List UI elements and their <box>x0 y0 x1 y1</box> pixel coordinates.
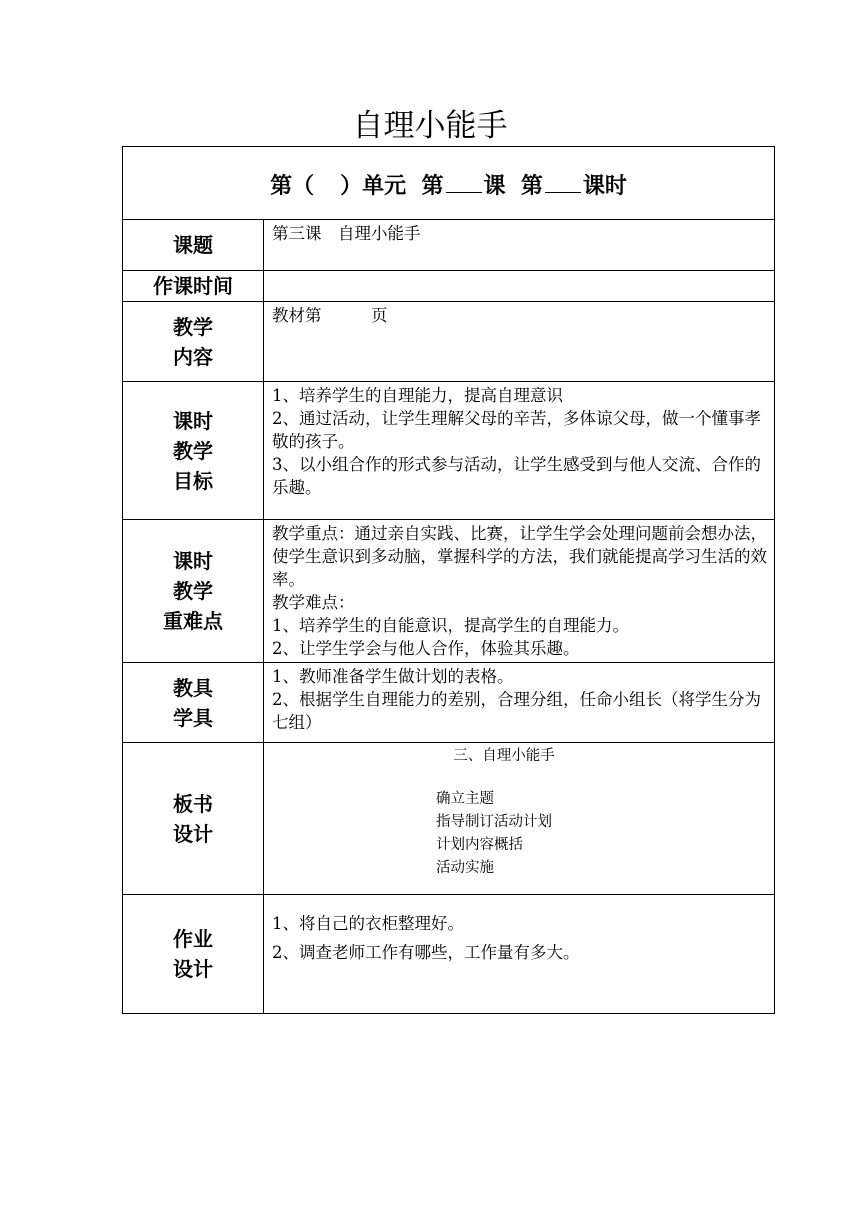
header-row <box>123 147 775 220</box>
key-points-label <box>123 520 264 663</box>
tools-label <box>123 663 264 743</box>
board-label <box>123 743 264 895</box>
content-label <box>123 302 264 382</box>
board-item: 活动实施 <box>436 860 494 876</box>
difficulty-title: 教学难点： <box>272 593 355 612</box>
board-items <box>436 788 774 880</box>
lesson-plan-table <box>122 146 775 1014</box>
board-item: 指导制订活动计划 <box>436 814 552 830</box>
goal-item: 2、通过活动，让学生理解父母的辛苦，多体谅父母，做一个懂事孝敬的孩子。 <box>272 409 761 451</box>
period-blank <box>545 170 581 193</box>
topic-row <box>123 220 775 271</box>
document-title: 自理小能手 <box>352 108 508 144</box>
tool-item: 2、根据学生自理能力的差别，合理分组，任命小组长（将学生分为七组） <box>272 690 761 732</box>
content-label-line1: 教学 <box>173 314 213 339</box>
topic-label: 课题 <box>123 220 264 271</box>
header-unit-close: ）单元 <box>340 173 407 199</box>
teaching-focus: 教学重点：通过亲自实践、比赛，让学生学会处理问题前会想办法，使学生意识到多动脑，掌握科学的方法，我们就能提高学习生活的效率。 <box>272 524 767 589</box>
tools-label-line2: 学具 <box>173 705 213 730</box>
homework-label-line2: 设计 <box>173 957 213 981</box>
homework-label-line1: 作业 <box>173 927 213 951</box>
content-value: 教材第 页 <box>264 302 775 382</box>
board-row <box>123 743 775 895</box>
key-points-row <box>123 520 775 663</box>
header-unit-open: 第（ <box>270 173 315 199</box>
difficulty-item: 2、让学生学会与他人合作，体验其乐趣。 <box>272 639 580 658</box>
key-points-label-line2: 教学 <box>173 579 213 603</box>
tools-row <box>123 663 775 743</box>
key-points-label-line3: 重难点 <box>163 609 223 633</box>
homework-label <box>123 895 264 1014</box>
board-content <box>264 743 775 895</box>
time-row <box>123 271 775 302</box>
goals-label-line2: 教学 <box>173 438 213 463</box>
goals-label-line3: 目标 <box>173 468 213 493</box>
homework-item: 2、调查老师工作有哪些，工作量有多大。 <box>272 943 580 962</box>
unit-lesson-header <box>123 147 775 220</box>
tool-item: 1、教师准备学生做计划的表格。 <box>272 667 514 686</box>
key-points-content <box>264 520 775 663</box>
lesson-blank <box>446 170 482 193</box>
header-lesson-suffix: 课 <box>483 173 506 199</box>
goals-row <box>123 382 775 520</box>
time-value <box>264 271 775 302</box>
content-label-line2: 内容 <box>173 344 213 369</box>
goal-item: 1、培养学生的自理能力，提高自理意识 <box>272 386 563 405</box>
tools-label-line1: 教具 <box>173 675 213 700</box>
homework-content <box>264 895 775 1014</box>
time-label: 作课时间 <box>123 271 264 302</box>
topic-value: 第三课 自理小能手 <box>264 220 775 271</box>
board-item: 确立主题 <box>436 791 494 807</box>
goals-label <box>123 382 264 520</box>
board-label-line2: 设计 <box>173 821 213 846</box>
header-period-suffix: 课时 <box>582 173 627 199</box>
header-period-prefix: 第 <box>520 173 543 199</box>
difficulty-item: 1、培养学生的自能意识，提高学生的自理能力。 <box>272 616 629 635</box>
goals-content <box>264 382 775 520</box>
goals-label-line1: 课时 <box>173 408 213 433</box>
goal-item: 3、以小组合作的形式参与活动，让学生感受到与他人交流、合作的乐趣。 <box>272 455 761 497</box>
content-row <box>123 302 775 382</box>
board-label-line1: 板书 <box>173 791 213 816</box>
board-title: 三、自理小能手 <box>453 748 555 764</box>
tools-content <box>264 663 775 743</box>
board-item: 计划内容概括 <box>436 837 523 853</box>
homework-item: 1、将自己的衣柜整理好。 <box>272 914 464 933</box>
key-points-label-line1: 课时 <box>173 549 213 573</box>
homework-row <box>123 895 775 1014</box>
header-lesson-prefix: 第 <box>421 173 444 199</box>
